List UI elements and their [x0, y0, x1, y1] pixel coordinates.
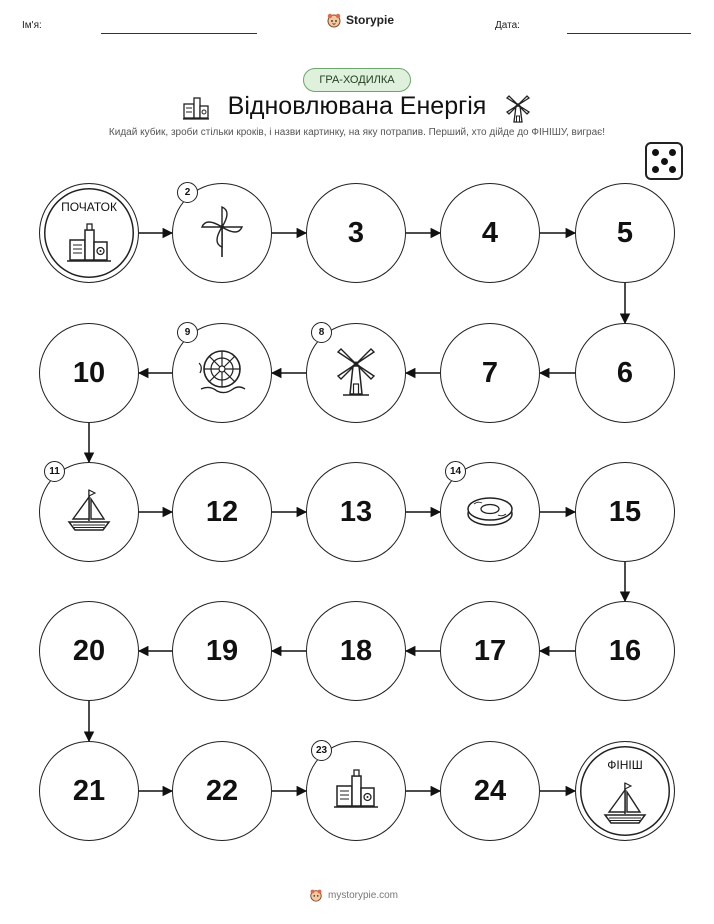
- cell-8: [306, 323, 406, 423]
- cell-18: [306, 601, 406, 701]
- cell-number-badge: 9: [177, 322, 198, 343]
- cell-number: 6: [616, 356, 634, 389]
- factory-icon: [65, 220, 113, 271]
- cell-21: [39, 741, 139, 841]
- cell-3: [306, 183, 406, 283]
- cell-6: [575, 323, 675, 423]
- cell-number: 7: [481, 356, 499, 389]
- cell-2: [172, 183, 272, 283]
- cell-number: 22: [205, 774, 239, 807]
- cell-label: ФІНІШ: [607, 758, 643, 772]
- cell-number-badge: 14: [445, 461, 466, 482]
- cell-19: [172, 601, 272, 701]
- page-title: Відновлювана Енергія: [227, 92, 487, 120]
- cell-17: [440, 601, 540, 701]
- cell-number-badge: 11: [44, 461, 65, 482]
- cell-4: [440, 183, 540, 283]
- cell-9: [172, 323, 272, 423]
- cell-number: 19: [205, 634, 239, 667]
- game-type-badge: ГРА-ХОДИЛКА: [303, 68, 411, 92]
- cell-number: 21: [72, 774, 106, 807]
- factory-icon: [332, 766, 380, 817]
- footer-site[interactable]: mystorypie.com: [328, 889, 399, 901]
- cell-10: [39, 323, 139, 423]
- storypie-logo-icon: [309, 888, 323, 902]
- sailboat-icon: [600, 778, 650, 833]
- cell-12: [172, 462, 272, 562]
- cell-number: 18: [339, 634, 373, 667]
- brand-name: Storypie: [346, 13, 395, 27]
- cell-number-badge: 23: [311, 740, 332, 761]
- cell-24: [440, 741, 540, 841]
- sailboat-icon: [64, 485, 114, 540]
- cell-number: 4: [481, 216, 499, 249]
- cell-number: 10: [72, 356, 106, 389]
- cell-number: 13: [339, 495, 373, 528]
- cell-number: 24: [473, 774, 507, 807]
- cell-20: [39, 601, 139, 701]
- water-wheel-icon: [195, 345, 249, 402]
- cell-number: 12: [205, 495, 239, 528]
- cell-number: 16: [608, 634, 642, 667]
- cell-number-badge: 2: [177, 182, 198, 203]
- cell-13: [306, 462, 406, 562]
- date-label: Дата:: [495, 20, 520, 31]
- cell-5: [575, 183, 675, 283]
- cell-7: [440, 323, 540, 423]
- cell-finish: [575, 741, 675, 841]
- cell-number: 17: [473, 634, 507, 667]
- cell-11: [39, 462, 139, 562]
- biomass-ring-icon: [464, 490, 516, 535]
- cell-22: [172, 741, 272, 841]
- cell-number: 15: [608, 495, 642, 528]
- cell-15: [575, 462, 675, 562]
- cell-label: ПОЧАТОК: [61, 200, 117, 214]
- footer: [309, 888, 398, 902]
- cell-16: [575, 601, 675, 701]
- cell-14: [440, 462, 540, 562]
- cell-23: [306, 741, 406, 841]
- name-label: Ім'я:: [22, 20, 42, 31]
- cell-number-badge: 8: [311, 322, 332, 343]
- windmill-icon: [333, 344, 379, 403]
- cell-number: 3: [347, 216, 365, 249]
- pinwheel-icon: [200, 203, 244, 264]
- cell-number: 20: [72, 634, 106, 667]
- instructions: Кидай кубик, зроби стільки кроків, і назви картинку, на яку потрапив. Перший, хто дійде до ФІНІШУ, виграє!: [108, 127, 606, 138]
- cell-start: [39, 183, 139, 283]
- cell-number: 5: [616, 216, 634, 249]
